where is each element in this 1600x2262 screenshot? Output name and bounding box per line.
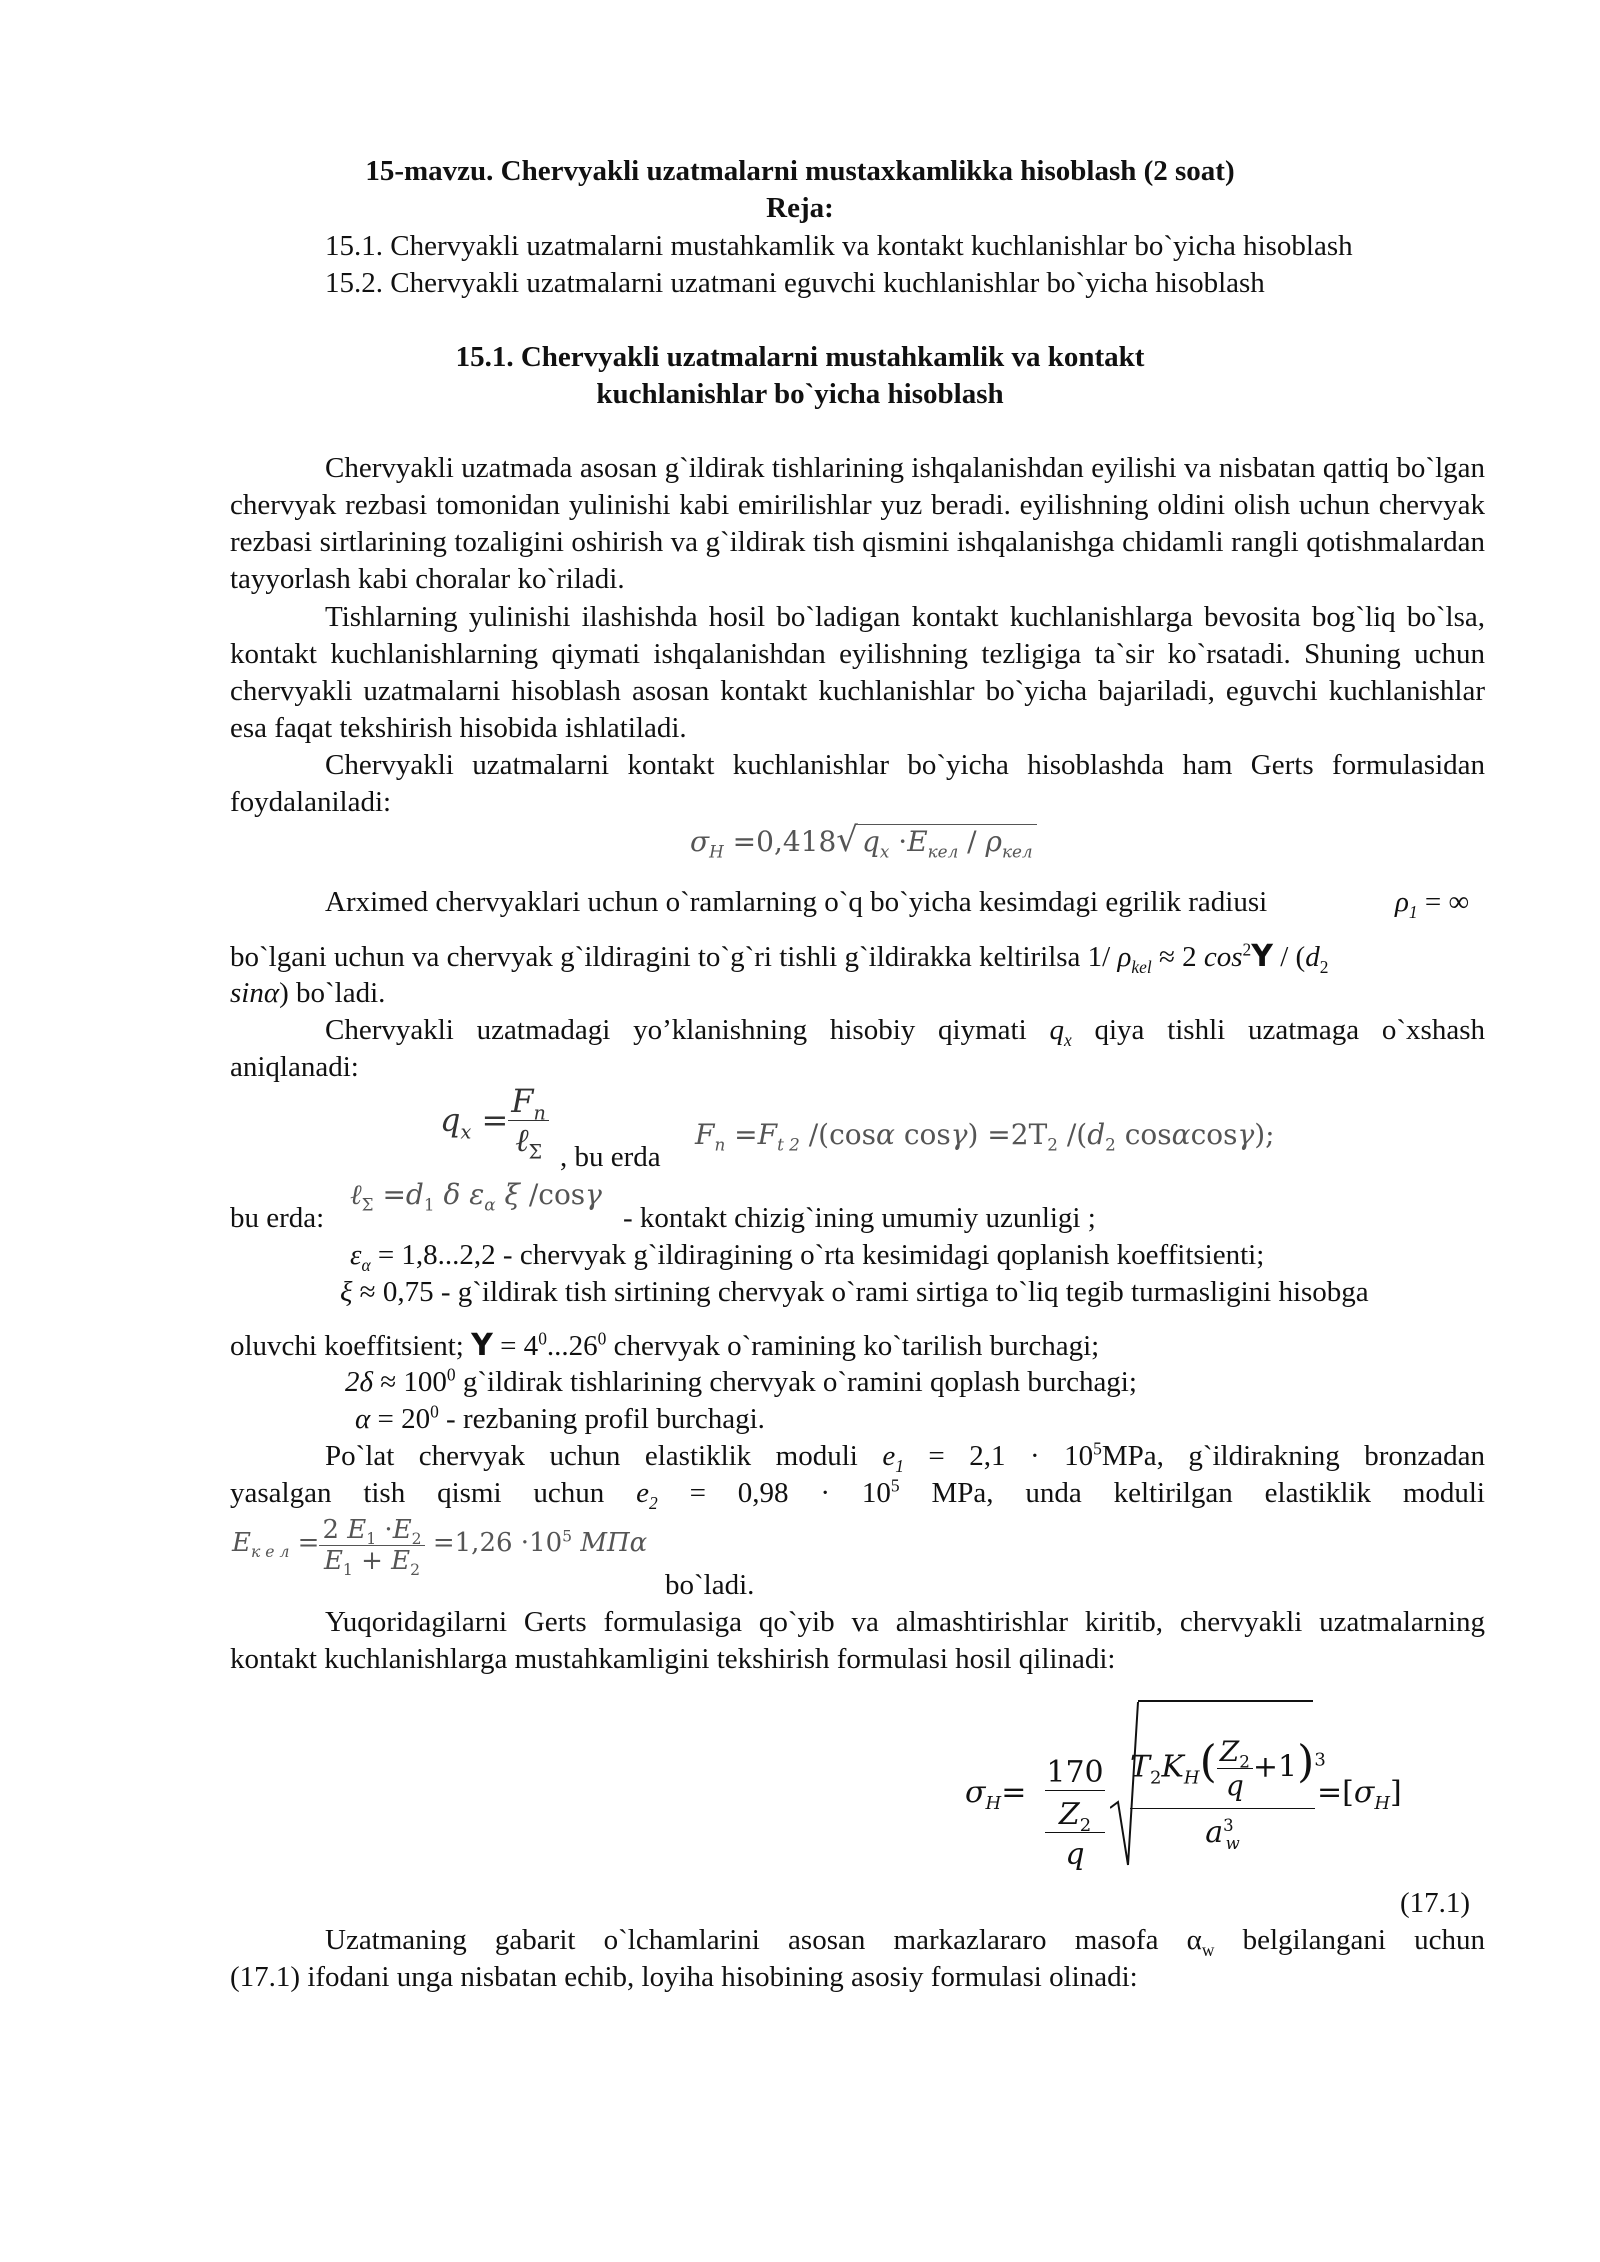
page-title: 15-mavzu. Chervyakli uzatmalarni mustaxkamlikka hisoblash (2 soat) <box>365 155 1235 187</box>
paragraph-5-line-1: Chervyakli uzatmadagi yo’klanishning hisobiy qiymati $q_x$ qiya tishli uzatmaga o`xshash <box>325 1014 1485 1050</box>
lsum-description: - kontakt chizig`ining umumiy uzunligi ; <box>623 1202 1096 1234</box>
bu-erda-label-2: bu erda: <box>230 1202 325 1234</box>
delta-definition: $2\delta \approx 100^0$ g`ildirak tishlarining chervyak o`ramini qoplash burchagi; <box>345 1364 1137 1398</box>
paragraph-7: Yuqoridagilarni Gerts formulasiga qo`yib va almashtirishlar kiritib, chervyakli uzatmalarning kontakt kuchlanishlarga mustahkamligini tekshirish formulasi hosil qilinadi: <box>230 1606 1485 1675</box>
paragraph-6-line-1: Po`lat chervyak uchun elastiklik moduli $e_1 = 2,1 \cdot 10^5MPa$, g`ildirakning bronzadan <box>325 1438 1486 1476</box>
paragraph-1: Chervyakli uzatmada asosan g`ildirak tishlarining ishqalanishdan eyilishi va nisbatan qattiq bo`lgan chervyak rezbasi tomonidan yulinishi kabi emirilishlar yuz beradi. eyilishning oldini olish uchun chervyak rezbasi sirtlarining tozaligini oshirish va g`ildirak tish qismini ishqalanishga chidamli rangli qotishmalardan tayyorlash kabi choralar ko`riladi. <box>230 452 1485 595</box>
paragraph-4-line-2: bo`lgani uchun va chervyak g`ildiragini to`g`ri tishli g`ildirakka keltirilsa 1/ $\rho_{kel} \approx 2$ $\cos^2Y / (d_2$ <box>230 939 1329 977</box>
paragraph-5-line-2: aniqlanadi: <box>230 1051 359 1083</box>
section-heading-line-1: 15.1. Chervyakli uzatmalarni mustahkamlik va kontakt <box>455 341 1145 373</box>
plan-item-2: 15.2. Chervyakli uzatmalarni uzatmani eguvchi kuchlanishlar bo`yicha hisoblash <box>325 267 1265 299</box>
bu-erda-label-1: , bu erda <box>560 1141 661 1173</box>
formula-ekel: $E_{к е л}$ = $\frac{2 E_1 \cdot E_2}{E_1 + E_2}$ $=1,26 \cdot 10^5$ MПα <box>232 1515 648 1580</box>
formula-fn: $F_n =F_{t 2}$ /(cosα $\cos\gamma) =2T_2$ $/(d_2$ cosαcosγ); <box>695 1118 1275 1155</box>
formula-qx: $q_x$ = $\frac{F_n}{\ell_\Sigma}$ <box>440 1082 549 1159</box>
paragraph-3: Chervyakli uzatmalarni kontakt kuchlanishlar bo`yicha hisoblashda ham Gerts formulasidan foydalaniladi: <box>230 749 1485 818</box>
xi-definition-line-2: oluvchi koeffitsient; $Y = 4^0...26^0$ chervyak o`ramining ko`tarilish burchagi; <box>230 1328 1100 1363</box>
epsilon-definition: $\varepsilon_\alpha = 1,8...2,2$ - chervyak g`ildiragining o`rta kesimidagi qoplanish koeffitsienti; <box>350 1239 1265 1275</box>
xi-definition-line-1: ξ ≈ 0,75 - g`ildirak tish sirtining chervyak o`rami sirtiga to`liq tegib turmasligini hisobga <box>340 1276 1369 1308</box>
alpha-definition: $\alpha = 20^0$ - rezbaning profil burchagi. <box>355 1401 765 1435</box>
paragraph-2: Tishlarning yulinishi ilashishda hosil bo`ladigan kontakt kuchlanishlarga bevosita bog`liq bo`lsa, kontakt kuchlanishlarning qiymati ishqalanishdan eyilishning tezligiga ta`sir ko`rsatadi. Shuning uchun chervyakli uzatmalarni hisoblash asosan kontakt kuchlanishlar bo`yicha bajariladi, eguvchi kuchlanishlar esa faqat tekshirish hisobida ishlatiladi. <box>230 601 1485 744</box>
rho1-value: $\rho_1$ = ∞ <box>1395 886 1470 922</box>
paragraph-8-line-1: Uzatmaning gabarit o`lchamlarini asosan markazlararo masofa $\alpha_w$ belgilangani uchun <box>325 1924 1485 1960</box>
equation-number: (17.1) <box>1400 1887 1471 1919</box>
document-page: 15-mavzu. Chervyakli uzatmalarni mustaxkamlikka hisoblash (2 soat) Reja: 15.1. Chervyakli uzatmalarni mustahkamlik va kontakt kuchlanishlar bo`yicha hisoblash 15.2. Chervyakli uzatmalarni uzatmani eguvchi kuchlanishlar bo`yicha hisoblash 15.1. Chervyakli uzatmalarni mustahkamlik va kontakt kuchlanishlar bo`yicha hisoblash Chervyakli uzatmada asosan g`ildirak tishlarining ishqalanishdan eyilishi va nisbatan qattiq bo`lgan chervyak rezbasi tomonidan yulinishi kabi emirilishlar yuz beradi. eyilishning oldini olish uchun chervyak rezbasi sirtlarining tozaligini oshirish va g`ildirak tish qismini ishqalanishga chidamli rangli qotishmalardan tayyorlash kabi choralar ko`riladi. Tishlarning yulinishi ilashishda hosil bo`ladigan kontakt kuchlanishlarga bevosita bog`liq bo`lsa, kontakt kuchlanishlarning qiymati ishqalanishdan eyilishning tezligiga ta`sir ko`rsatadi. Shuning uchun chervyakli uzatmalarni hisoblash asosan kontakt kuchlanishlar bo`yicha bajariladi, eguvchi kuchlanishlar esa faqat tekshirish hisobida ishlatiladi. Chervyakli uzatmalarni kontakt kuchlanishlar bo`yicha hisoblashda ham Gerts formulasidan foydalaniladi: $\sigma_H =0,418√$ $q_x \cdot E_{кел} / \rho_{кел}$ Arximed chervyaklari uchun o`ramlarning o`q bo`yicha kesimdagi egrilik radiusi $\rho_1$ = ∞ bo`lgani uchun va chervyak g`ildiragini to`g`ri tishli g`ildirakka keltirilsa 1/ $\rho_{kel} \approx 2$ $\cos^2Y / (d_2$ sinα) bo`ladi. Chervyakli uzatmadagi yo’klanishning hisobiy qiymati $q_x$ qiya tishli uzatmaga o`xshash aniqlanadi: $q_x$ = $\frac{F_n}{\ell_\Sigma}$ , bu erda $F_n =F_{t 2}$ /(cosα $\cos\gamma) =2T_2$ $/(d_2$ cosαcosγ); bu erda: ℓ$_\Sigma$ $=d_1$ δ $\varepsilon_\alpha$ ξ /cosγ - kontakt chizig`ining umumiy uzunligi ; $\varepsilon_\alpha = 1,8...2,2$ - chervyak g`ildiragining o`rta kesimidagi qoplanish koeffitsienti; ξ ≈ 0,75 - g`ildirak tish sirtining chervyak o`rami sirtiga to`liq tegib turmasligini hisobga oluvchi koeffitsient; $Y = 4^0...26^0$ chervyak o`ramining ko`tarilish burchagi; $2\delta \approx 100^0$ g`ildirak tishlarining chervyak o`ramini qoplash burchagi; $\alpha = 20^0$ - rezbaning profil burchagi. Po`lat chervyak uchun elastiklik moduli $e_1 = 2,1 \cdot 10^5MPa$, g`ildirakning bronzadan yasalgan tish qismi uchun $e_2 = 0,98 \cdot 10^5$ MPa, unda keltirilgan elastiklik moduli $E_{к е л}$ = $\frac{2 E_1 \cdot E_2}{E_1 + E_2}$ $=1,26 \cdot 10^5$ MПα bo`ladi. Yuqoridagilarni Gerts formulasiga qo`yib va almashtirishlar kiritib, chervyakli uzatmalarning kontakt kuchlanishlarga mustahkamligini tekshirish formulasi hosil qilinadi: $\sigma_H=$ 170 $Z_2$ q $T_2K_H$( $\frac{Z_2}{q}$ +1)$^3$ $a^3_w$ $=[\sigma_H]$ (17.1) Uzatmaning gabarit o`lchamlarini asosan markazlararo masofa $\alpha_w$ belgilangani uchun (17.1) ifodani unga nisbatan echib, loyiha hisobining asosiy formulasi olinadi: <box>0 0 1600 2262</box>
bo-ladi-label: bo`ladi. <box>665 1569 755 1601</box>
paragraph-4-line-1: Arximed chervyaklari uchun o`ramlarning o`q bo`yicha kesimdagi egrilik radiusi <box>325 886 1268 918</box>
paragraph-8-line-2: (17.1) ifodani unga nisbatan echib, loyiha hisobining asosiy formulasi olinadi: <box>230 1961 1138 1993</box>
formula-lsum: ℓ$_\Sigma$ $=d_1$ δ $\varepsilon_\alpha$ ξ /cosγ <box>350 1178 602 1215</box>
plan-item-1: 15.1. Chervyakli uzatmalarni mustahkamlik va kontakt kuchlanishlar bo`yicha hisoblash <box>325 230 1353 262</box>
paragraph-6-line-2: yasalgan tish qismi uchun $e_2 = 0,98 \cdot 10^5$ MPa, unda keltirilgan elastiklik moduli <box>230 1475 1485 1513</box>
formula-gerts: $\sigma_H =0,418√$ $q_x \cdot E_{кел} / \rho_{кел}$ <box>690 820 1037 860</box>
plan-label: Reja: <box>766 192 834 224</box>
section-heading-line-2: kuchlanishlar bo`yicha hisoblash <box>596 378 1004 410</box>
paragraph-4-line-3: sinα) bo`ladi. <box>230 977 386 1009</box>
